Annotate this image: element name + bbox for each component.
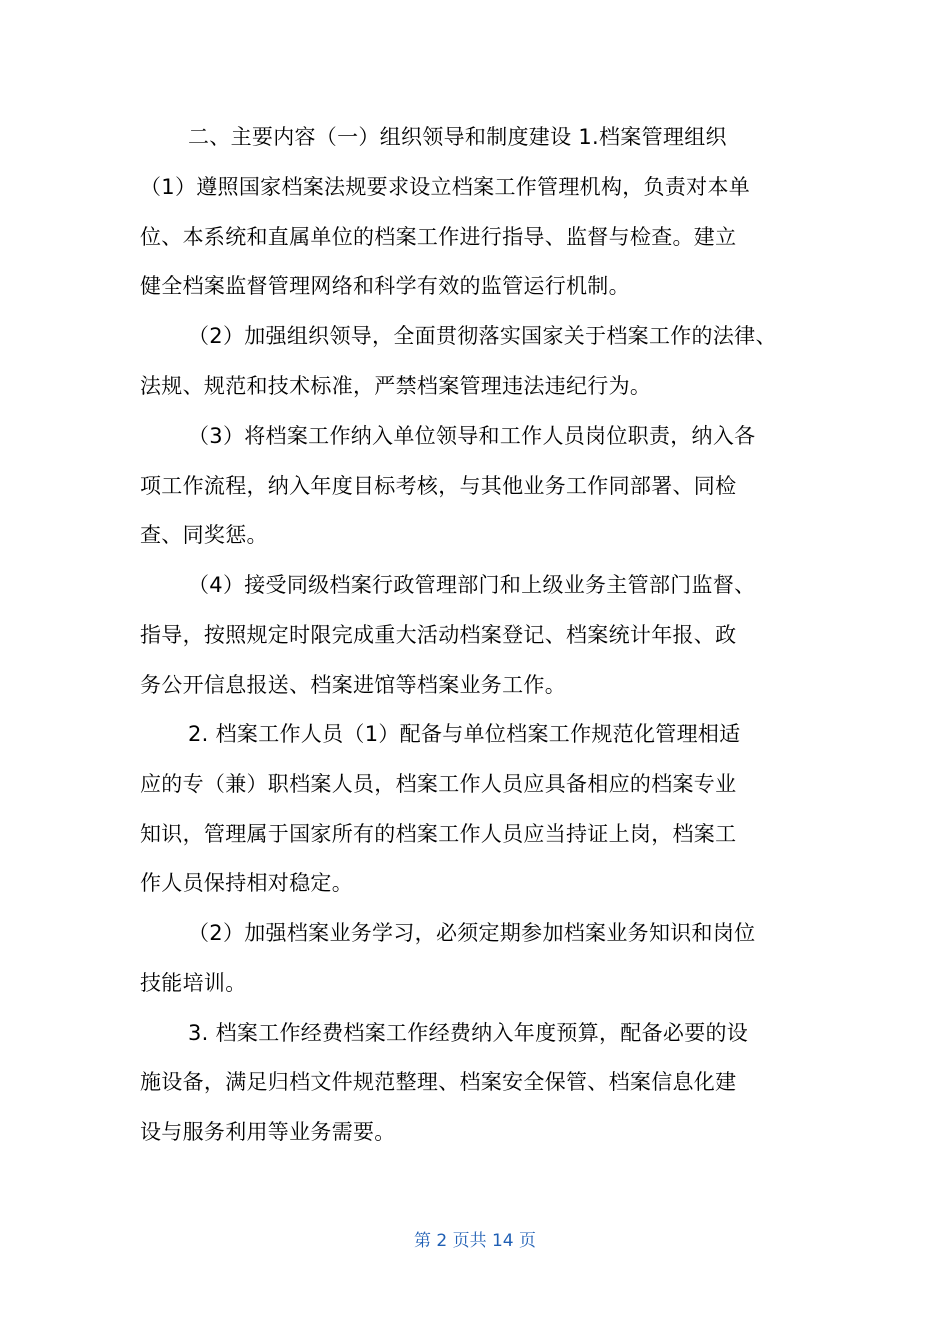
text-line: 务公开信息报送、档案进馆等档案业务工作。	[140, 673, 566, 697]
text-line: 法规、规范和技术标准，严禁档案管理违法违纪行为。	[140, 374, 652, 398]
text-line: 指导，按照规定时限完成重大活动档案登记、档案统计年报、政	[140, 623, 737, 647]
text-line: 作人员保持相对稳定。	[140, 871, 353, 895]
text-line: 设与服务利用等业务需要。	[140, 1120, 396, 1144]
text-line: （2）加强档案业务学习，必须定期参加档案业务知识和岗位	[188, 921, 756, 945]
text-line: 施设备，满足归档文件规范整理、档案安全保管、档案信息化建	[140, 1070, 737, 1094]
text-line: 项工作流程，纳入年度目标考核，与其他业务工作同部署、同检	[140, 474, 737, 498]
text-line: （3）将档案工作纳入单位领导和工作人员岗位职责，纳入各	[188, 424, 756, 448]
text-line: （1）遵照国家档案法规要求设立档案工作管理机构，负责对本单	[140, 175, 751, 199]
text-line: （2）加强组织领导，全面贯彻落实国家关于档案工作的法律、	[188, 324, 777, 348]
text-line: 技能培训。	[140, 971, 247, 995]
text-line: 应的专（兼）职档案人员，档案工作人员应具备相应的档案专业	[140, 772, 737, 796]
text-line: （4）接受同级档案行政管理部门和上级业务主管部门监督、	[188, 573, 756, 597]
text-line: 健全档案监督管理网络和科学有效的监管运行机制。	[140, 274, 630, 298]
text-line: 2. 档案工作人员（1）配备与单位档案工作规范化管理相适	[188, 722, 741, 746]
text-line: 3. 档案工作经费档案工作经费纳入年度预算，配备必要的设	[188, 1021, 749, 1045]
page-number: 第 2 页共 14 页	[413, 1231, 537, 1251]
text-line: 位、本系统和直属单位的档案工作进行指导、监督与检查。建立	[140, 225, 737, 249]
text-line: 查、同奖惩。	[140, 523, 268, 547]
heading-line: 二、主要内容（一）组织领导和制度建设 1.档案管理组织	[188, 125, 727, 149]
text-line: 知识，管理属于国家所有的档案工作人员应当持证上岗，档案工	[140, 822, 737, 846]
